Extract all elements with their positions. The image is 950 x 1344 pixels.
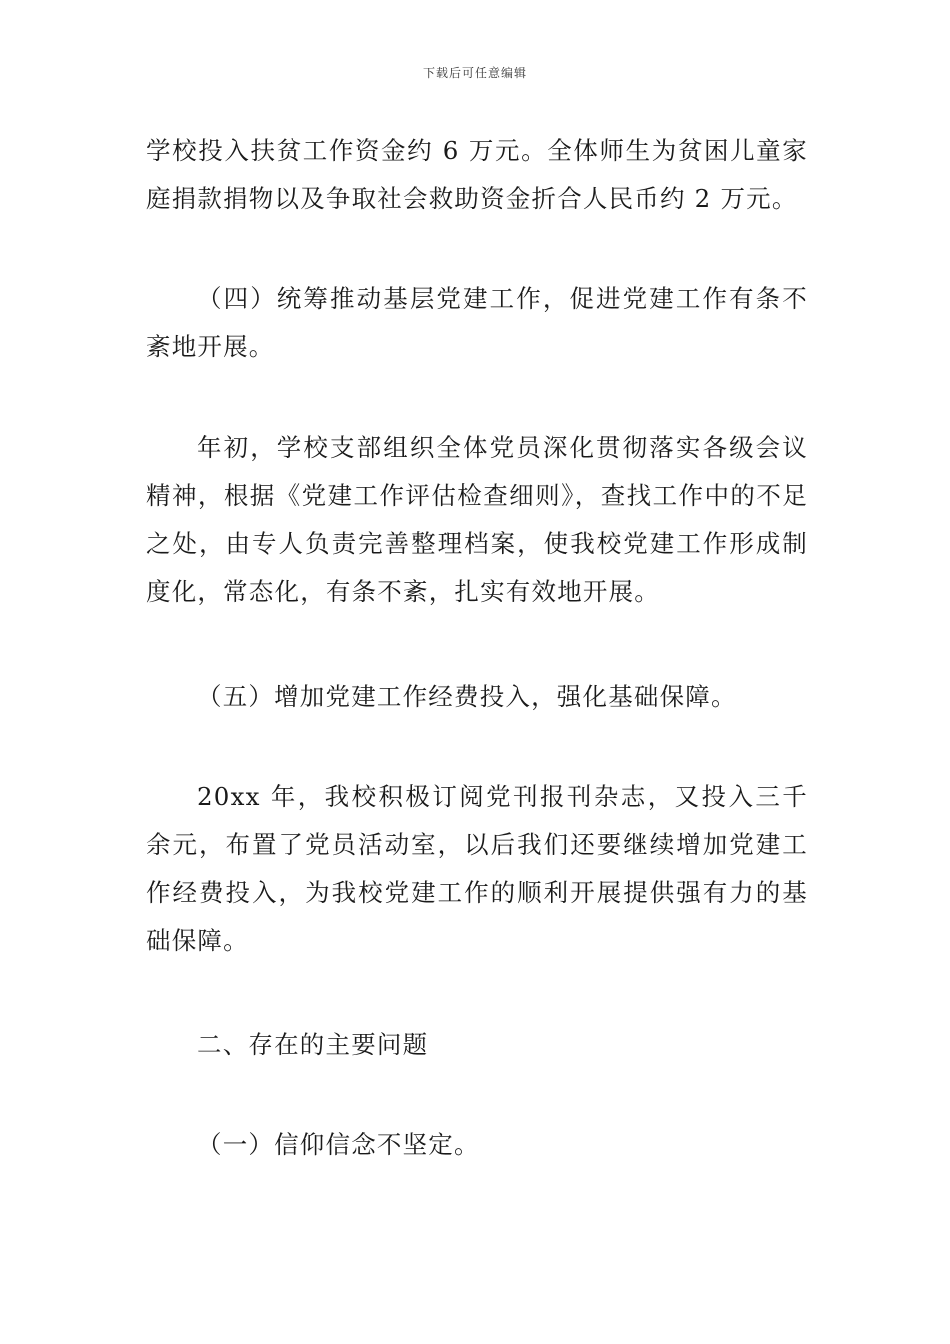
heading-section-four: （四）统筹推动基层党建工作，促进党建工作有条不紊地开展。 [146,284,808,361]
heading-section-five: （五）增加党建工作经费投入，强化基础保障。 [197,682,737,711]
heading-main-problems: 二、存在的主要问题 [197,1030,429,1059]
paragraph-party-building: 年初，学校支部组织全体党员深化贯彻落实各级会议精神，根据《党建工作评估检查细则》，查找工作中的不足之处，由专人负责完善整理档案，使我校党建工作形成制度化，常态化，有条不紊，扎实有效地开展。 [146,433,808,606]
paragraph-funding-input: 20xx 年，我校积极订阅党刊报刊杂志，又投入三千余元，布置了党员活动室，以后我们还要继续增加党建工作经费投入，为我校党建工作的顺利开展提供强有力的基础保障。 [146,782,808,955]
heading-problem-one: （一）信仰信念不坚定。 [197,1130,480,1159]
page-header-note: 下载后可任意编辑 [422,66,527,80]
paragraph-funding: 学校投入扶贫工作资金约 6 万元。全体师生为贫困儿童家庭捐款捐物以及争取社会救助资金折合人民币约 2 万元。 [146,136,808,213]
